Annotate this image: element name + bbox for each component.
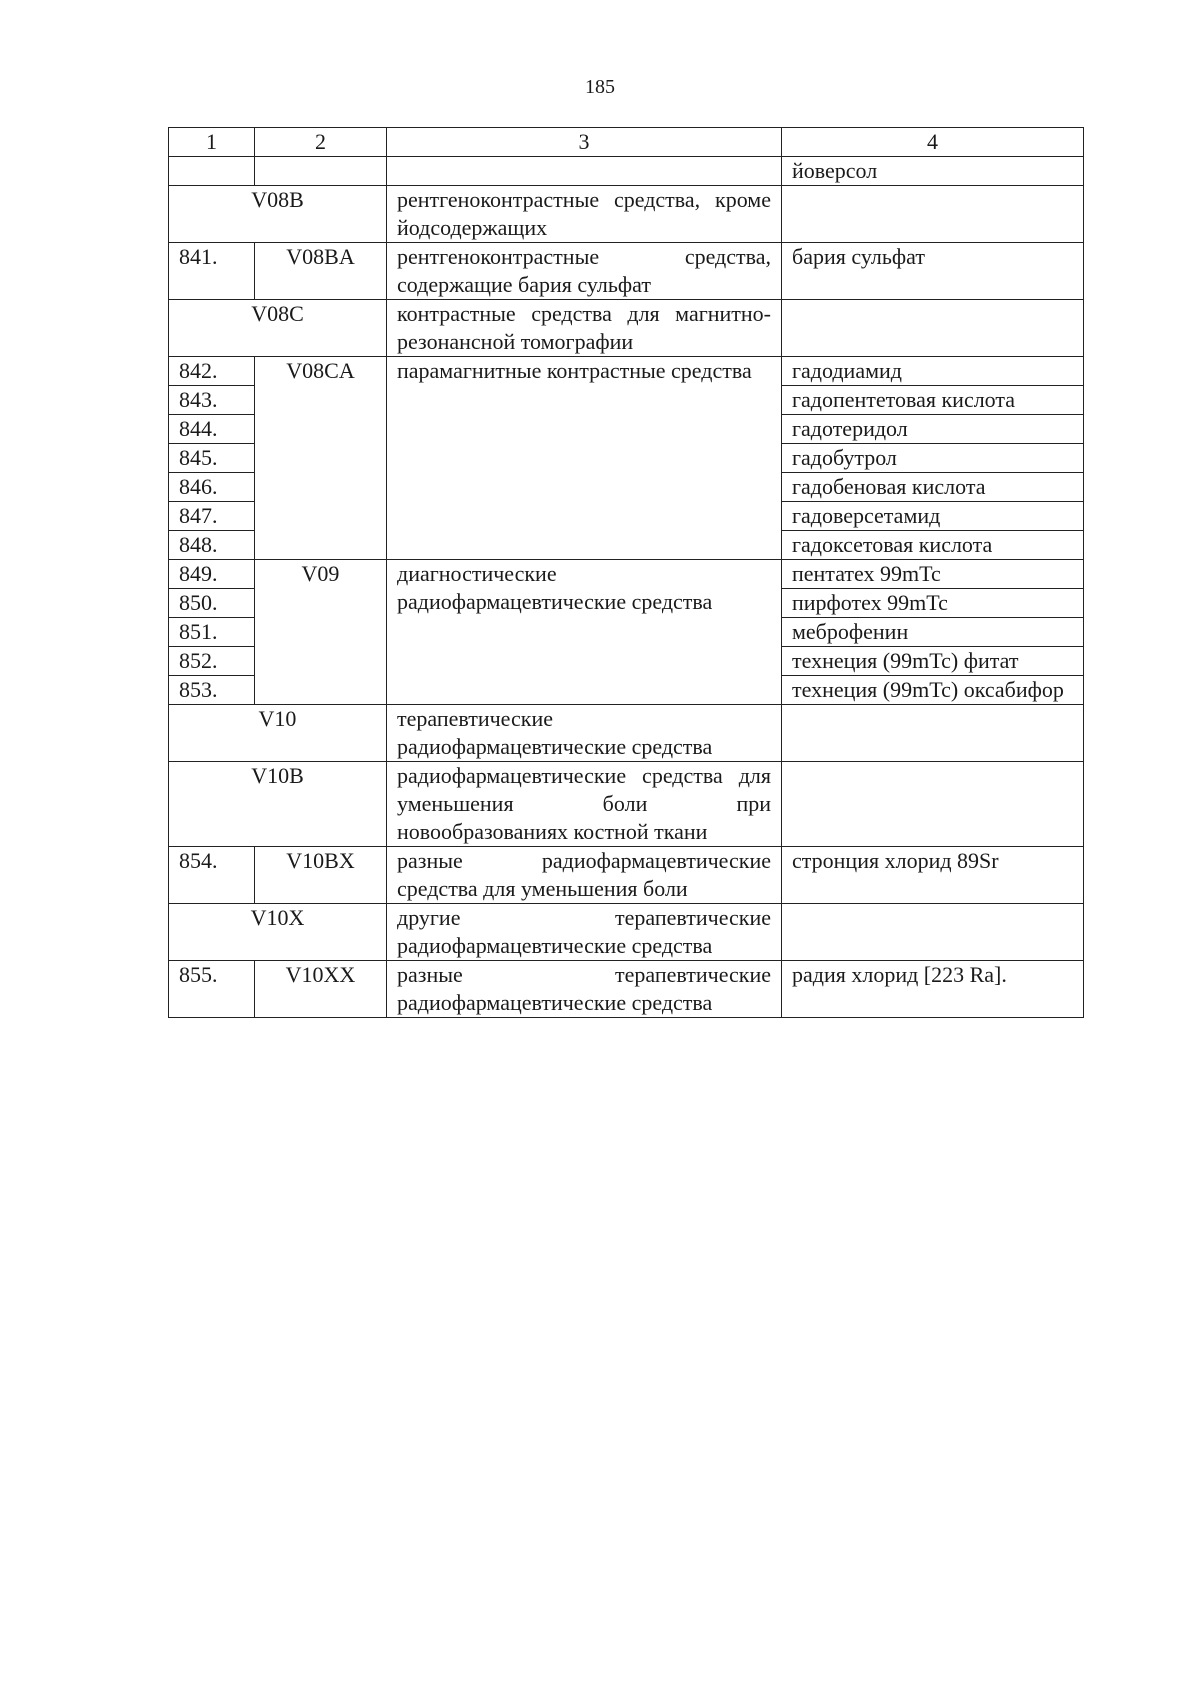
row-number-cell: 847. [169, 502, 255, 531]
description-cell: рентгеноконтрастные средства, кроме йодсодержащих [387, 186, 782, 243]
substance-cell: стронция хлорид 89Sr [782, 847, 1084, 904]
table-row [169, 961, 1084, 1018]
row-number-cell: 842. [169, 357, 255, 386]
table-row [169, 560, 1084, 589]
substance-cell: гадобутрол [782, 444, 1084, 473]
header-col-2: 2 [255, 128, 387, 157]
substance-cell: гадобеновая кислота [782, 473, 1084, 502]
substance-cell: гадопентетовая кислота [782, 386, 1084, 415]
substance-cell: йоверсол [782, 157, 1084, 186]
substance-cell: пентатех 99mTc [782, 560, 1084, 589]
drug-table [168, 127, 1084, 1018]
atc-code-cell: V08CA [255, 357, 387, 560]
table-row [169, 705, 1084, 762]
description-cell: терапевтические радиофармацевтические средства [387, 705, 782, 762]
row-number-cell: 843. [169, 386, 255, 415]
substance-cell: гадотеридол [782, 415, 1084, 444]
row-number-cell: 851. [169, 618, 255, 647]
table-row [169, 357, 1084, 386]
header-col-4: 4 [782, 128, 1084, 157]
description-cell: парамагнитные контрастные средства [387, 357, 782, 560]
table-row [169, 904, 1084, 961]
row-number-cell: 852. [169, 647, 255, 676]
atc-code-cell: V10B [169, 762, 387, 847]
substance-cell: радия хлорид [223 Ra]. [782, 961, 1084, 1018]
table-row [169, 762, 1084, 847]
atc-code-cell: V10 [169, 705, 387, 762]
substance-cell: пирфотех 99mTc [782, 589, 1084, 618]
table-row [169, 300, 1084, 357]
atc-code-cell: V10BX [255, 847, 387, 904]
row-number-cell: 844. [169, 415, 255, 444]
row-number-cell: 853. [169, 676, 255, 705]
table-row [169, 186, 1084, 243]
description-cell: рентгеноконтрастные средства, содержащие бария сульфат [387, 243, 782, 300]
page-number: 185 [585, 76, 615, 98]
description-cell: диагностические радиофармацевтические средства [387, 560, 782, 705]
header-col-1: 1 [169, 128, 255, 157]
description-cell: другие терапевтические радиофармацевтические средства [387, 904, 782, 961]
atc-code-cell: V10XX [255, 961, 387, 1018]
substance-cell: гадоксетовая кислота [782, 531, 1084, 560]
substance-cell: гадодиамид [782, 357, 1084, 386]
table-row [169, 243, 1084, 300]
description-cell: радиофармацевтические средства для уменьшения боли при новообразованиях костной ткани [387, 762, 782, 847]
row-number-cell: 845. [169, 444, 255, 473]
atc-code-cell: V08BA [255, 243, 387, 300]
description-cell: разные радиофармацевтические средства для уменьшения боли [387, 847, 782, 904]
table-row [169, 157, 1084, 186]
substance-cell: меброфенин [782, 618, 1084, 647]
row-number-cell: 849. [169, 560, 255, 589]
description-cell: разные терапевтические радиофармацевтические средства [387, 961, 782, 1018]
table-header-row [169, 128, 1084, 157]
row-number-cell: 841. [169, 243, 255, 300]
substance-cell: технеция (99mTc) фитат [782, 647, 1084, 676]
row-number-cell: 850. [169, 589, 255, 618]
row-number-cell: 855. [169, 961, 255, 1018]
atc-code-cell: V09 [255, 560, 387, 705]
substance-cell: гадоверсетамид [782, 502, 1084, 531]
header-col-3: 3 [387, 128, 782, 157]
substance-cell: бария сульфат [782, 243, 1084, 300]
atc-code-cell: V08B [169, 186, 387, 243]
row-number-cell: 848. [169, 531, 255, 560]
description-cell: контрастные средства для магнитно-резонансной томографии [387, 300, 782, 357]
atc-code-cell: V10X [169, 904, 387, 961]
substance-cell: технеция (99mTc) оксабифор [782, 676, 1084, 705]
atc-code-cell: V08C [169, 300, 387, 357]
table-row [169, 847, 1084, 904]
row-number-cell: 846. [169, 473, 255, 502]
row-number-cell: 854. [169, 847, 255, 904]
